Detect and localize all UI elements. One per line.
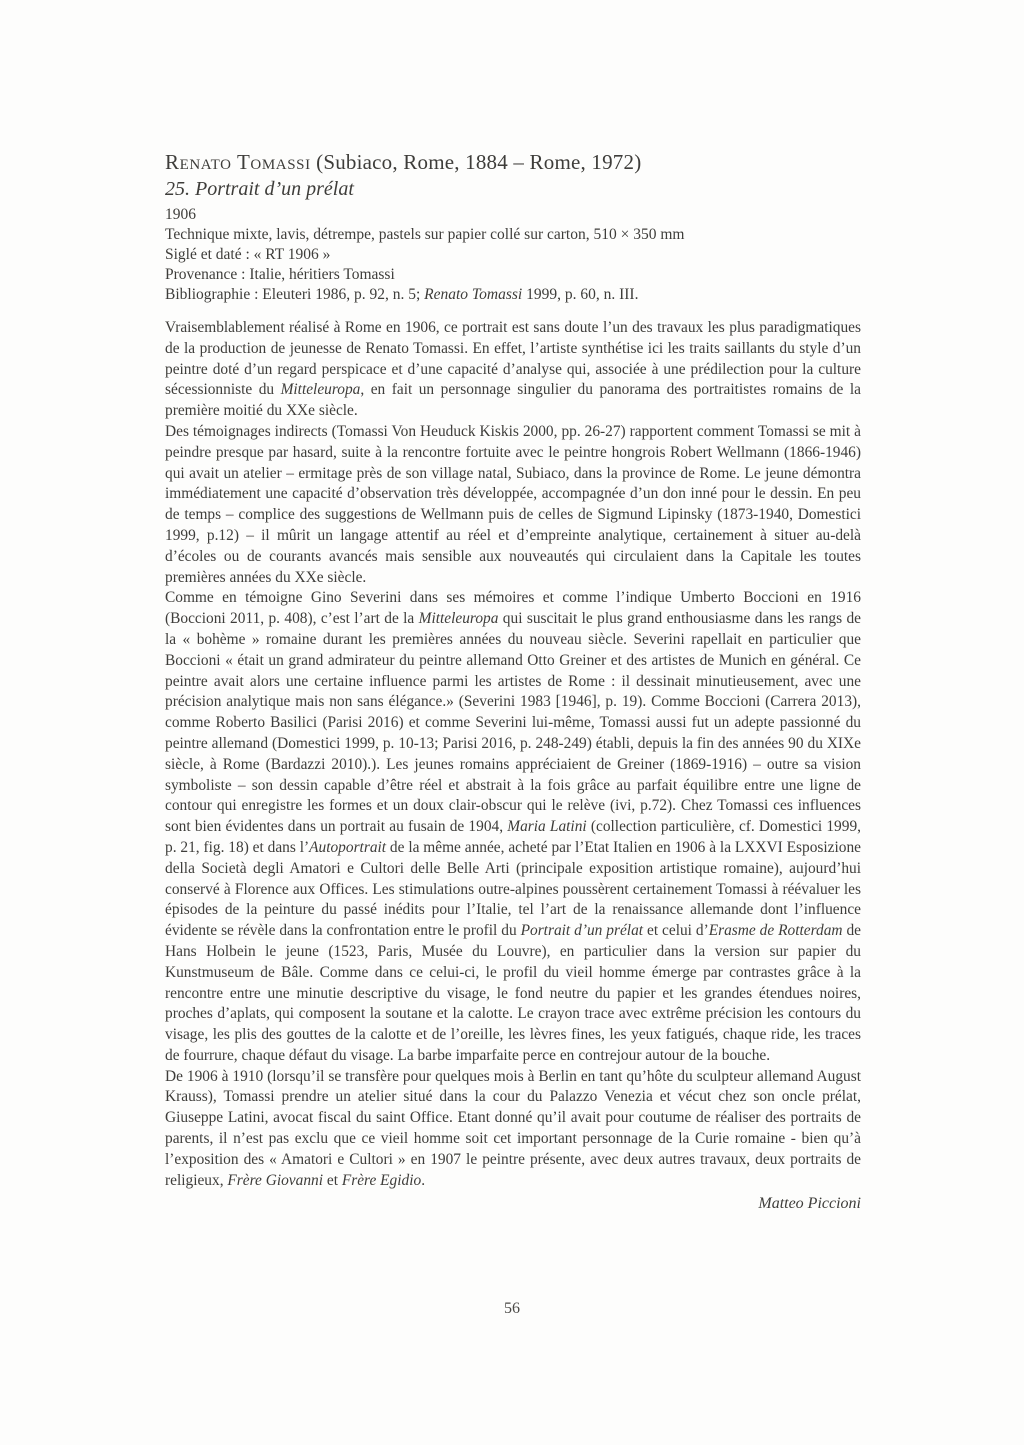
essay-paragraph-1 xyxy=(165,318,861,422)
text-segment: Bibliographie : Eleuteri 1986, p. 92, n. 5; xyxy=(165,286,425,303)
italic-text-segment: Renato Tomassi xyxy=(424,286,523,303)
text-segment: 1999, p. 60, n. III. xyxy=(522,286,639,303)
text-segment: de Hans Holbein le jeune (1523, Paris, Musée du Louvre), en particulier dans la version sur papier du Kunstmuseum de Bâle. Comme dans ce celui-ci, le profil du vieil homme émerge par contrastes grâce à la rencontre entre une minutie descriptive du visage, le fond neutre du papier et les grandes étendues noires, proches d’aplats, qui composent la soutane et la calotte. Le crayon trace avec extrême précision les contours du visage, les plis des gouttes de la calotte et de l’oreille, les lèvres fines, les yeux fatigués, chaque ride, les traces de fourrure, chaque défaut du visage. La barbe imparfaite perce en contrejour autour de la bouche. xyxy=(165,922,861,1064)
text-segment: de la même année, acheté par l’Etat Italien en 1906 à la LXXVI Esposizione della Società degli Amatori e Cultori delle Belle Arti (principale exposition artistique romaine), aujourd’hui conservé à Florence aux Offices. Les stimulations outre-alpines poussèrent certainement Tomassi à réévaluer les épisodes de la peinture du passé inédits pour l’Italie, tel l’art de la renaissance allemande dont l’influence évidente se révèle dans la confrontation entre le profil du xyxy=(165,838,861,940)
text-segment: (collection particulière, cf. Domestici 1999, p. 21, fig. 18) et dans l’ xyxy=(165,818,861,856)
essay-text xyxy=(165,318,861,1191)
artist-header xyxy=(165,149,861,176)
work-metadata xyxy=(165,205,861,305)
italic-text-segment: Mitteleuropa xyxy=(418,610,499,628)
author-signature: Matteo Piccioni xyxy=(758,1195,861,1213)
text-segment: Des témoignages indirects (Tomassi Von Heuduck Kiskis 2000, pp. 26-27) rapportent comment Tomassi se mit à peindre presque par hasard, suite à la rencontre fortuite avec le peintre hongrois Robert Wellmann (1866-1946) qui avait un atelier – ermitage près de son village natal, Subiaco, dans la province de Rome. Le jeune démontra immédiatement une capacité d’observation très développée, accompagnée d’un don inné pour le dessin. En peu de temps – complice des suggestions de Wellmann puis de celles de Sigmund Lipinsky (1873-1940, Domestici 1999, p.12) – il mûrit un langage attentif au réel et d’empreinte analytique, certainement à situer au-delà d’écoles ou de courants avancés mais sensible aux nouveautés qui circulaient dans la Capitale les toutes premières années du XXe siècle. xyxy=(165,422,861,586)
text-segment: Comme en témoigne Gino Severini dans ses mémoires et comme l’indique Umberto Boccioni en 1916 (Boccioni 2011, p. 408), c’est l’art de la xyxy=(165,589,861,628)
text-segment: et xyxy=(323,1171,342,1189)
date-line: 1906 xyxy=(165,206,196,223)
signature-date-line: Siglé et daté : « RT 1906 » xyxy=(165,246,331,263)
italic-text-segment: Autoportrait xyxy=(309,838,387,856)
artist-dates: (Subiaco, Rome, 1884 – Rome, 1972) xyxy=(310,150,642,174)
text-segment: , en fait un personnage singulier du panorama des portraitistes romains de la première moitié du XXe siècle. xyxy=(165,381,861,420)
text-segment: Vraisemblablement réalisé à Rome en 1906, ce portrait est sans doute l’un des travaux les plus paradigmatiques de la production de jeunesse de Renato Tomassi. En effet, l’artiste synthétise ici les traits saillants du style d’un peintre doté d’un regard perspicace et d’une capacité d’analyse qui, associée à une prédilection pour la culture sécessionniste du xyxy=(165,319,861,399)
technique-line: Technique mixte, lavis, détrempe, pastels sur papier collé sur carton, 510 × 350 mm xyxy=(165,226,685,243)
italic-text-segment: Frère Egidio xyxy=(341,1171,422,1189)
text-segment: . xyxy=(421,1171,426,1189)
provenance-line: Provenance : Italie, héritiers Tomassi xyxy=(165,266,395,283)
page-number: 56 xyxy=(504,1300,520,1317)
italic-text-segment: Erasme de Rotterdam xyxy=(708,922,843,940)
text-segment: qui suscitait le plus grand enthousiasme dans les rangs de la « bohème » romaine durant les premières années du nouveau siècle. Severini rapellait en particulier que Boccioni « était un grand admirateur du peintre allemand Otto Greiner et des artistes de Munich en général. Ce peintre avait alors une certaine influence parmi les artistes de Rome : il dessinait minutieusement, avec une précision analytique mais non sans élégance.» (Severini 1983 [1946], p. 19). Comme Boccioni (Carrera 2013), comme Roberto Basilici (Parisi 2016) et comme Severini lui-même, Tomassi aussi fut un adepte passionné du peintre allemand (Domestici 1999, p. 10-13; Parisi 2016, p. 248-249) établi, depuis la fin des années 90 du XIXe siècle, à Rome (Bardazzi 2010).). Les jeunes romains appréciaient de Greiner (1869-1916) – outre sa vision symboliste – son dessin capable d’être réel et abstrait à la fois grâce au parfait équilibre entre une ligne de contour qui enregistre les formes et un doux clair-obscur qui le relève (ivi, p.72). Chez Tomassi ces influences sont bien évidentes dans un portrait au fusain de 1904, xyxy=(165,610,861,836)
text-segment: De 1906 à 1910 (lorsqu’il se transfère pour quelques mois à Berlin en tant qu’hôte du sculpteur allemand August Krauss), Tomassi prendre un atelier situé dans la cour du Palazzo Venezia et vécut chez son oncle prélat, Giuseppe Latini, avocat fiscal du saint Office. Etant donné qu’il avait pour coutume de réaliser des portraits de parents, il n’est pas exclu que ce vieil homme soit cet important personnage de la Curie romaine - bien qu’à l’exposition des « Amatori e Cultori » en 1907 le peintre présente, avec deux autres travaux, deux portraits de religieux, xyxy=(165,1067,861,1189)
artist-name: Renato Tomassi xyxy=(165,150,311,174)
work-title: 25. Portrait d’un prélat xyxy=(165,178,354,200)
italic-text-segment: Frère Giovanni xyxy=(227,1171,324,1189)
italic-text-segment: Portrait d’un prélat xyxy=(520,922,644,940)
text-column xyxy=(165,149,861,1214)
essay-paragraph-3 xyxy=(165,588,861,1066)
italic-text-segment: Maria Latini xyxy=(507,818,587,836)
bibliography-line xyxy=(165,285,861,305)
essay-paragraph-2 xyxy=(165,422,861,588)
text-segment: et celui d’ xyxy=(643,922,709,940)
essay-paragraph-4 xyxy=(165,1067,861,1192)
italic-text-segment: Mitteleuropa xyxy=(280,381,361,399)
